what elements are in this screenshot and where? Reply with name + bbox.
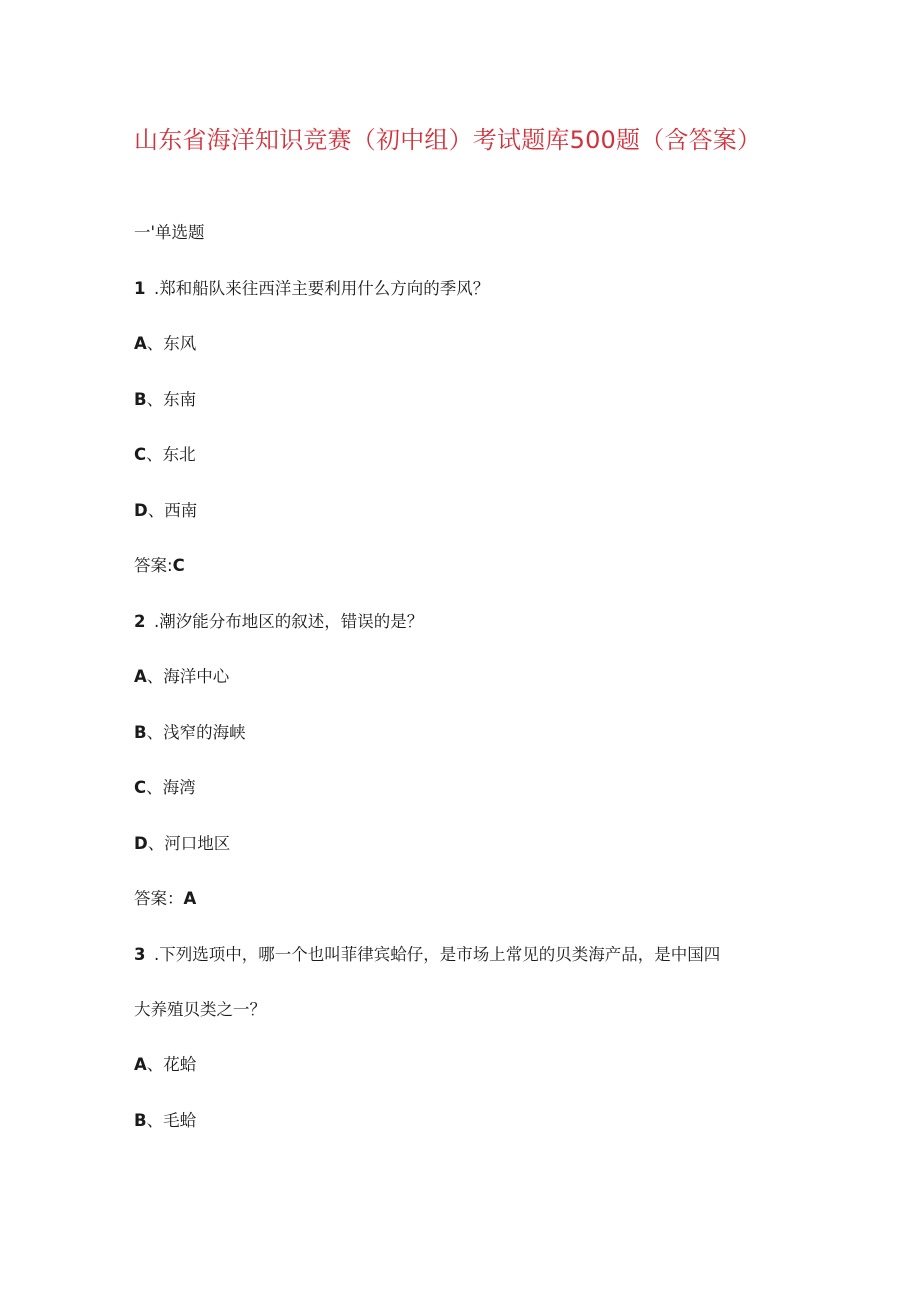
- question-2-option-d: [134, 833, 230, 855]
- question-1-option-b: [134, 389, 196, 411]
- option-text: 、毛蛤: [146, 1111, 197, 1130]
- question-1-option-c: [134, 444, 196, 466]
- option-text: 、花蛤: [146, 1055, 197, 1074]
- option-letter: D: [134, 501, 148, 520]
- option-text: 、浅窄的海峡: [146, 723, 246, 742]
- answer-value: C: [172, 556, 185, 575]
- question-1-option-a: [134, 333, 196, 355]
- answer-prefix: 答案:: [134, 556, 173, 575]
- option-text: 、东风: [146, 334, 197, 353]
- option-letter: A: [134, 1055, 147, 1074]
- question-2-option-b: [134, 722, 246, 744]
- option-letter: C: [134, 445, 147, 464]
- answer-prefix: 答案：: [134, 889, 184, 908]
- question-2-option-c: [134, 777, 196, 799]
- question-text: .郑和船队来往西洋主要利用什么方向的季风？: [154, 279, 490, 298]
- option-letter: B: [134, 1111, 147, 1130]
- option-text: 、东北: [146, 445, 196, 464]
- question-number: 3: [134, 945, 146, 964]
- option-letter: C: [134, 778, 147, 797]
- question-3: [134, 944, 720, 966]
- question-1-answer: [134, 555, 185, 577]
- question-number: 1: [134, 279, 146, 298]
- option-text: 、河口地区: [147, 834, 231, 853]
- document-title: 山东省海洋知识竞赛（初中组）考试题库500题（含答案）: [134, 126, 762, 154]
- option-text: 、海湾: [146, 778, 196, 797]
- option-letter: B: [134, 390, 147, 409]
- section-heading: 一'单选题: [134, 223, 205, 242]
- question-3-continued: 大养殖贝类之一？: [134, 1000, 266, 1019]
- option-letter: D: [134, 834, 148, 853]
- question-3-option-b: [134, 1110, 196, 1132]
- option-letter: B: [134, 723, 147, 742]
- option-text: 、东南: [146, 390, 197, 409]
- answer-value: A: [183, 889, 197, 908]
- option-letter: A: [134, 334, 147, 353]
- question-2-answer: [134, 888, 196, 910]
- question-3-option-a: [134, 1054, 196, 1076]
- question-2-option-a: [134, 666, 229, 688]
- question-1: [134, 278, 489, 300]
- question-1-option-d: [134, 500, 197, 522]
- option-text: 、海洋中心: [146, 667, 230, 686]
- question-text: .潮汐能分布地区的叙述，错误的是？: [154, 612, 424, 631]
- option-text: 、西南: [147, 501, 198, 520]
- option-letter: A: [134, 667, 147, 686]
- question-text: .下列选项中，哪一个也叫菲律宾蛤仔，是市场上常见的贝类海产品，是中国四: [154, 945, 721, 964]
- question-2: [134, 611, 423, 633]
- question-number: 2: [134, 612, 146, 631]
